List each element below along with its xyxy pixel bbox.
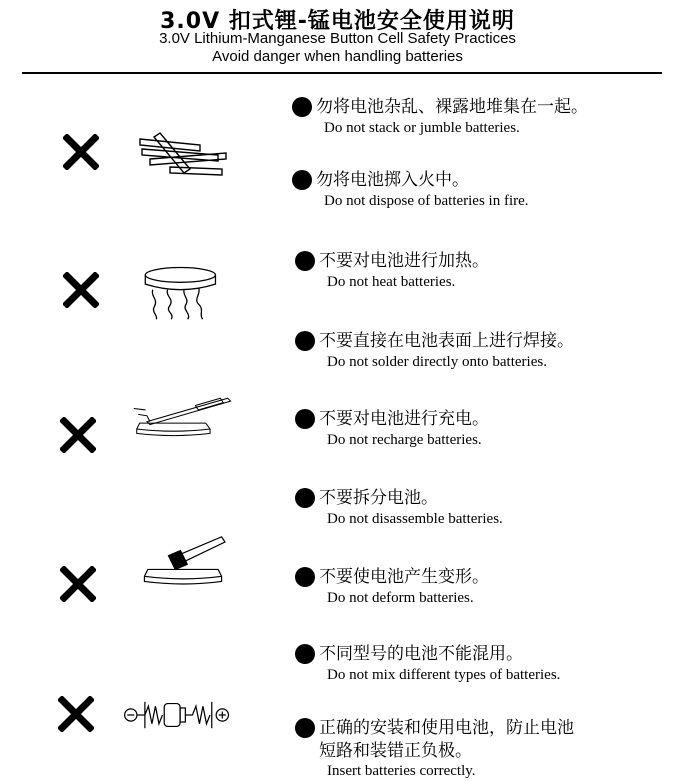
rule-en: Do not stack or jumble batteries. [324, 120, 520, 136]
rule-zh: 不要对电池进行加热。 [319, 251, 489, 271]
header-divider [22, 72, 662, 74]
bullet-icon [295, 331, 315, 351]
rule-en: Do not disassemble batteries. [327, 511, 503, 527]
rule-zh: 不同型号的电池不能混用。 [319, 644, 523, 664]
rule-en: Do not recharge batteries. [327, 432, 482, 448]
x-mark-icon [60, 566, 96, 602]
bullet-icon [292, 170, 312, 190]
bullet-icon [295, 409, 315, 429]
rule-zh-line1: 正确的安装和使用电池，防止电池 [319, 718, 574, 738]
rule-zh: 不要对电池进行充电。 [319, 409, 489, 429]
soldering-battery-icon [125, 388, 235, 448]
rule-en: Insert batteries correctly. [327, 763, 476, 779]
heated-battery-icon [130, 262, 240, 322]
rule-en: Do not mix different types of batteries. [327, 667, 561, 683]
page-title: 3.0V 扣式锂-锰电池安全使用说明 [160, 9, 515, 34]
rule-zh: 不要使电池产生变形。 [319, 567, 489, 587]
rule-zh: 不要拆分电池。 [319, 488, 438, 508]
bullet-icon [295, 567, 315, 587]
rule-zh: 勿将电池掷入火中。 [316, 170, 469, 190]
rule-zh-line2: 短路和装错正负极。 [319, 741, 472, 761]
hammer-battery-icon [128, 530, 238, 590]
x-mark-icon [63, 134, 99, 170]
page-title-english: 3.0V Lithium-Manganese Button Cell Safety Practices [159, 30, 516, 47]
page-subtitle: Avoid danger when handling batteries [212, 48, 463, 65]
rule-zh: 勿将电池杂乱、裸露地堆集在一起。 [316, 97, 588, 117]
rule-en: Do not solder directly onto batteries. [327, 354, 547, 370]
bullet-icon [292, 97, 312, 117]
bullet-icon [295, 718, 315, 738]
bullet-icon [295, 488, 315, 508]
x-mark-icon [60, 417, 96, 453]
x-mark-icon [58, 696, 94, 732]
battery-circuit-icon [122, 685, 232, 745]
bullet-icon [295, 251, 315, 271]
rule-en: Do not dispose of batteries in fire. [324, 193, 529, 209]
stacked-batteries-icon [130, 125, 240, 185]
rule-en: Do not heat batteries. [327, 274, 456, 290]
bullet-icon [295, 644, 315, 664]
x-mark-icon [63, 272, 99, 308]
rule-zh: 不要直接在电池表面上进行焊接。 [319, 331, 574, 351]
rule-en: Do not deform batteries. [327, 590, 474, 606]
